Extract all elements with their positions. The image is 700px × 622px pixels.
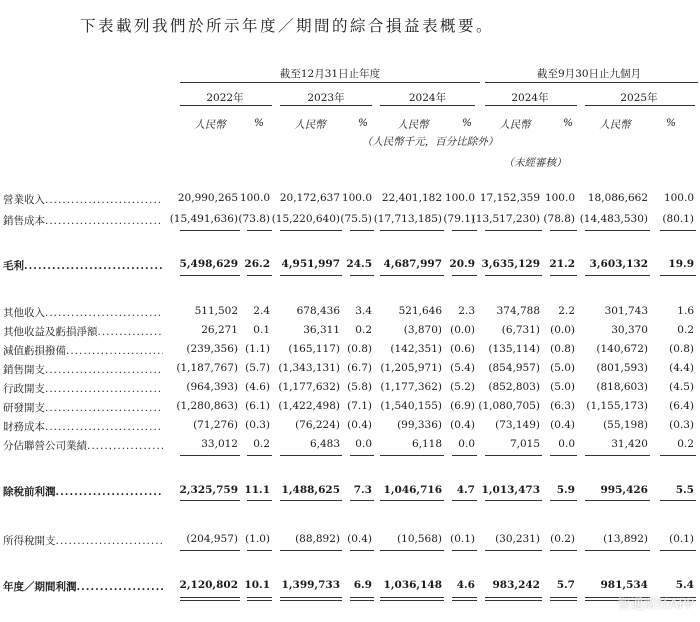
- percent-cell: 2.3: [458, 305, 475, 317]
- row-label: 銷售成本 .....: [3, 213, 163, 228]
- amount-cell: 20,172,637: [279, 192, 340, 204]
- percent-cell: 0.1: [253, 324, 270, 336]
- summation-rule: [585, 275, 650, 276]
- summation-rule: [280, 275, 342, 276]
- amount-cell: (15,220,640): [271, 213, 340, 225]
- summation-rule: [180, 600, 240, 601]
- percent-cell: 7.3: [353, 484, 372, 496]
- percent-cell: (0.3): [669, 419, 694, 431]
- percent-cell: (4.5): [669, 381, 694, 393]
- amount-cell: (15,491,636): [169, 213, 238, 225]
- amount-cell: (10,568): [397, 533, 442, 545]
- percent-cell: (0.0): [450, 324, 475, 336]
- percent-cell: 0.2: [355, 324, 372, 336]
- summation-rule: [485, 230, 542, 231]
- percent-cell: 0.0: [458, 438, 475, 450]
- percent-cell: (5.7): [245, 362, 270, 374]
- amount-cell: (13,517,230): [471, 213, 540, 225]
- percent-cell: 26.2: [244, 258, 270, 270]
- summation-rule: [585, 230, 650, 231]
- percent-label-2022: %: [254, 117, 264, 129]
- amount-cell: (1,422,498): [278, 400, 340, 412]
- summation-rule: [247, 600, 272, 601]
- table-row: [0, 438, 700, 454]
- summation-rule: [660, 550, 696, 551]
- row-label: 其他收入 .....: [3, 305, 163, 320]
- row-label: 除稅前利潤 .....: [3, 484, 163, 499]
- percent-cell: (0.4): [550, 419, 575, 431]
- summation-rule: [485, 455, 542, 456]
- percent-cell: (6.9): [450, 400, 475, 412]
- amount-cell: (88,892): [295, 533, 340, 545]
- amount-cell: 4,687,997: [383, 258, 442, 270]
- summation-rule: [380, 597, 444, 598]
- percent-cell: (0.8): [347, 343, 372, 355]
- amount-cell: (818,603): [596, 381, 648, 393]
- amount-cell: 521,646: [398, 305, 442, 317]
- percent-cell: 1.6: [677, 305, 694, 317]
- amount-cell: 4,951,997: [281, 258, 340, 270]
- percent-cell: 0.0: [558, 438, 575, 450]
- amount-cell: (13,892): [603, 533, 648, 545]
- summation-rule: [247, 550, 272, 551]
- amount-cell: (1,280,863): [176, 400, 238, 412]
- summation-rule: [247, 275, 272, 276]
- amount-cell: (1,187,767): [176, 362, 238, 374]
- summation-rule: [350, 275, 374, 276]
- summation-rule: [380, 500, 444, 501]
- currency-label-2024-interim: 人民幣: [499, 119, 531, 131]
- percent-cell: (4.6): [245, 381, 270, 393]
- table-row: [0, 381, 700, 397]
- amount-cell: 33,012: [201, 438, 238, 450]
- year-rule-2022: [180, 105, 272, 106]
- row-label: 分佔聯營公司業績 .....: [3, 438, 163, 453]
- table-row: [0, 579, 700, 595]
- amount-cell: (30,231): [495, 533, 540, 545]
- amount-cell: (1,205,971): [380, 362, 442, 374]
- summation-rule: [180, 597, 240, 598]
- amount-cell: 31,420: [611, 438, 648, 450]
- summation-rule: [280, 500, 342, 501]
- amount-cell: (76,224): [295, 419, 340, 431]
- amount-cell: (99,336): [397, 419, 442, 431]
- percent-cell: 0.2: [253, 438, 270, 450]
- amount-cell: 3,603,132: [589, 258, 648, 270]
- table-row: [0, 419, 700, 435]
- percent-cell: 19.9: [668, 258, 694, 270]
- percent-cell: (6.7): [347, 362, 372, 374]
- year-rule-2025-interim: [585, 105, 695, 106]
- amount-cell: 5,498,629: [179, 258, 238, 270]
- percent-cell: 5.9: [556, 484, 575, 496]
- percent-cell: (5.4): [450, 362, 475, 374]
- year-header-2024-interim: 2024年: [511, 92, 549, 104]
- table-row: [0, 533, 700, 549]
- summation-rule: [660, 230, 696, 231]
- summation-rule: [280, 455, 342, 456]
- currency-label-2025-interim: 人民幣: [599, 119, 631, 131]
- amount-cell: (1,343,131): [278, 362, 340, 374]
- summation-rule: [350, 500, 374, 501]
- amount-cell: 981,534: [600, 579, 648, 591]
- currency-label-2022: 人民幣: [194, 119, 226, 131]
- percent-cell: (0.4): [347, 533, 372, 545]
- summation-rule: [660, 500, 696, 501]
- percent-cell: (5.8): [347, 381, 372, 393]
- year-rule-2024-interim: [485, 105, 577, 106]
- summation-rule: [280, 597, 342, 598]
- year-header-2022: 2022年: [206, 92, 244, 104]
- amount-cell: 995,426: [600, 484, 648, 496]
- summation-rule: [280, 230, 342, 231]
- amount-cell: (204,957): [186, 533, 238, 545]
- amount-cell: (140,672): [596, 343, 648, 355]
- table-row: [0, 213, 700, 229]
- percent-cell: (0.1): [450, 533, 475, 545]
- percent-cell: (0.1): [669, 533, 694, 545]
- currency-label-2023: 人民幣: [294, 119, 326, 131]
- percent-cell: (73.8): [238, 213, 270, 225]
- percent-cell: (6.1): [245, 400, 270, 412]
- percent-cell: 4.6: [456, 579, 475, 591]
- percent-cell: (78.8): [543, 213, 575, 225]
- table-row: [0, 362, 700, 378]
- summation-rule: [485, 550, 542, 551]
- summation-rule: [550, 275, 577, 276]
- summation-rule: [350, 600, 374, 601]
- amount-cell: (239,356): [186, 343, 238, 355]
- percent-cell: 100.0: [341, 192, 372, 204]
- amount-cell: (14,483,530): [579, 213, 648, 225]
- amount-cell: (1,080,705): [478, 400, 540, 412]
- percent-cell: (5.2): [450, 381, 475, 393]
- summation-rule: [452, 600, 477, 601]
- summation-rule: [485, 275, 542, 276]
- summation-rule: [452, 500, 477, 501]
- row-label: 研發開支 .....: [3, 400, 163, 415]
- summation-rule: [247, 597, 272, 598]
- amount-cell: (1,155,173): [586, 400, 648, 412]
- row-label: 行政開支 .....: [3, 381, 163, 396]
- summation-rule: [180, 455, 240, 456]
- amount-cell: (17,713,185): [373, 213, 442, 225]
- summation-rule: [380, 600, 444, 601]
- summation-rule: [550, 550, 577, 551]
- summation-rule: [380, 550, 444, 551]
- interim-header-rule: [485, 82, 698, 83]
- unit-note: （人民幣千元，百分比除外）: [361, 136, 499, 148]
- percent-cell: 10.1: [244, 579, 270, 591]
- summation-rule: [380, 455, 444, 456]
- percent-cell: (0.8): [669, 343, 694, 355]
- summation-rule: [350, 455, 374, 456]
- amount-cell: 1,036,148: [383, 579, 442, 591]
- percent-cell: (0.4): [347, 419, 372, 431]
- watermark-logo: 智通财经APP: [617, 597, 694, 612]
- summation-rule: [452, 230, 477, 231]
- amount-cell: 374,788: [496, 305, 540, 317]
- amount-cell: 6,483: [309, 438, 340, 450]
- percent-cell: 0.2: [677, 324, 694, 336]
- summation-rule: [380, 275, 444, 276]
- percent-cell: (1.0): [245, 533, 270, 545]
- percent-cell: 100.0: [444, 192, 475, 204]
- summation-rule: [280, 600, 342, 601]
- summation-rule: [485, 600, 542, 601]
- year-header-2023: 2023年: [307, 92, 345, 104]
- amount-cell: (165,117): [288, 343, 340, 355]
- amount-cell: (1,177,632): [278, 381, 340, 393]
- summation-rule: [550, 500, 577, 501]
- summation-rule: [380, 230, 444, 231]
- summation-rule: [660, 455, 696, 456]
- summation-rule: [585, 455, 650, 456]
- summation-rule: [452, 597, 477, 598]
- summation-rule: [247, 455, 272, 456]
- percent-cell: (5.0): [550, 362, 575, 374]
- amount-cell: (854,957): [488, 362, 540, 374]
- year-header-2025-interim: 2025年: [620, 92, 658, 104]
- row-label: 年度／期間利潤 .....: [3, 579, 163, 594]
- summation-rule: [180, 550, 240, 551]
- percent-cell: (0.8): [550, 343, 575, 355]
- summation-rule: [350, 230, 374, 231]
- summation-rule: [247, 230, 272, 231]
- table-row: [0, 484, 700, 500]
- amount-cell: (801,593): [596, 362, 648, 374]
- percent-cell: 4.7: [456, 484, 475, 496]
- summation-rule: [585, 550, 650, 551]
- summation-rule: [350, 597, 374, 598]
- percent-label-2024: %: [462, 117, 472, 129]
- percent-cell: (5.0): [550, 381, 575, 393]
- summation-rule: [485, 597, 542, 598]
- percent-cell: (80.1): [662, 213, 694, 225]
- interim-period-header: 截至9月30日止九個月: [536, 68, 642, 80]
- currency-label-2024: 人民幣: [397, 119, 429, 131]
- percent-cell: 11.1: [244, 484, 270, 496]
- row-label: 財務成本 .....: [3, 419, 163, 434]
- percent-cell: 21.2: [549, 258, 575, 270]
- percent-cell: (6.4): [669, 400, 694, 412]
- year-rule-2024: [380, 105, 475, 106]
- amount-cell: 18,086,662: [587, 192, 648, 204]
- percent-cell: (75.5): [340, 213, 372, 225]
- percent-cell: 5.4: [675, 579, 694, 591]
- amount-cell: 6,118: [411, 438, 442, 450]
- row-label: 減值虧損撥備 .....: [3, 343, 163, 358]
- amount-cell: (55,198): [603, 419, 648, 431]
- year-rule-2023: [280, 105, 372, 106]
- amount-cell: 7,015: [509, 438, 540, 450]
- percent-label-2025-interim: %: [666, 117, 676, 129]
- amount-cell: 3,635,129: [481, 258, 540, 270]
- summation-rule: [350, 550, 374, 551]
- summation-rule: [550, 455, 577, 456]
- percent-cell: (6.3): [550, 400, 575, 412]
- summation-rule: [452, 550, 477, 551]
- percent-cell: (4.4): [669, 362, 694, 374]
- amount-cell: (3,870): [403, 324, 442, 336]
- percent-cell: 5.5: [675, 484, 694, 496]
- percent-cell: (0.2): [550, 533, 575, 545]
- percent-cell: 0.0: [355, 438, 372, 450]
- percent-cell: 2.4: [253, 305, 270, 317]
- table-row: [0, 305, 700, 321]
- table-row: [0, 258, 700, 274]
- summation-rule: [550, 597, 577, 598]
- percent-cell: 2.2: [558, 305, 575, 317]
- amount-cell: (6,731): [501, 324, 540, 336]
- amount-cell: 1,488,625: [281, 484, 340, 496]
- amount-cell: 983,242: [492, 579, 540, 591]
- amount-cell: 1,399,733: [281, 579, 340, 591]
- table-row: [0, 400, 700, 416]
- percent-cell: (79.1): [443, 213, 475, 225]
- amount-cell: (964,393): [186, 381, 238, 393]
- percent-cell: 20.9: [449, 258, 475, 270]
- amount-cell: (71,276): [193, 419, 238, 431]
- amount-cell: 678,436: [296, 305, 340, 317]
- percent-cell: (0.3): [245, 419, 270, 431]
- annual-period-header: 截至12月31日止年度: [279, 68, 381, 80]
- amount-cell: 301,743: [604, 305, 648, 317]
- amount-cell: (1,177,362): [380, 381, 442, 393]
- row-label: 銷售開支 .....: [3, 362, 163, 377]
- summation-rule: [247, 500, 272, 501]
- summation-rule: [550, 600, 577, 601]
- percent-cell: (0.6): [450, 343, 475, 355]
- percent-cell: (7.1): [347, 400, 372, 412]
- percent-cell: 6.9: [353, 579, 372, 591]
- amount-cell: (73,149): [495, 419, 540, 431]
- amount-cell: 30,370: [611, 324, 648, 336]
- row-label: 毛利 .....: [3, 258, 163, 273]
- amount-cell: 2,325,759: [179, 484, 238, 496]
- percent-label-2023: %: [358, 117, 368, 129]
- intro-text: 下表載列我們於所示年度／期間的綜合損益表概要。: [80, 17, 495, 35]
- percent-cell: 0.2: [677, 438, 694, 450]
- annual-header-rule: [180, 82, 480, 83]
- table-row: [0, 324, 700, 340]
- summation-rule: [452, 455, 477, 456]
- row-label: 所得稅開支 .....: [3, 533, 163, 548]
- percent-cell: 100.0: [663, 192, 694, 204]
- summation-rule: [585, 500, 650, 501]
- amount-cell: 2,120,802: [179, 579, 238, 591]
- amount-cell: 511,502: [194, 305, 238, 317]
- row-label: 營業收入 .....: [3, 192, 163, 207]
- amount-cell: 20,990,265: [177, 192, 238, 204]
- percent-cell: 100.0: [544, 192, 575, 204]
- summation-rule: [280, 550, 342, 551]
- summation-rule: [180, 500, 240, 501]
- percent-cell: (0.4): [450, 419, 475, 431]
- year-header-2024: 2024年: [408, 92, 447, 104]
- summation-rule: [452, 275, 477, 276]
- amount-cell: 22,401,182: [381, 192, 442, 204]
- amount-cell: 17,152,359: [479, 192, 540, 204]
- percent-cell: 5.7: [556, 579, 575, 591]
- amount-cell: (1,540,155): [380, 400, 442, 412]
- summation-rule: [550, 230, 577, 231]
- summation-rule: [180, 230, 240, 231]
- amount-cell: 1,013,473: [481, 484, 540, 496]
- summation-rule: [180, 275, 240, 276]
- percent-cell: 100.0: [239, 192, 270, 204]
- percent-label-2024-interim: %: [563, 117, 573, 129]
- unaudited-note: （未經審核）: [503, 157, 567, 169]
- percent-cell: 24.5: [346, 258, 372, 270]
- table-row: [0, 343, 700, 359]
- amount-cell: (142,351): [390, 343, 442, 355]
- percent-cell: (1.1): [245, 343, 270, 355]
- percent-cell: 3.4: [355, 305, 372, 317]
- table-row: [0, 192, 700, 208]
- amount-cell: 26,271: [201, 324, 238, 336]
- summation-rule: [660, 275, 696, 276]
- amount-cell: (852,803): [488, 381, 540, 393]
- amount-cell: (135,114): [488, 343, 540, 355]
- summation-rule: [485, 500, 542, 501]
- row-label: 其他收益及虧損淨額 .....: [3, 324, 163, 339]
- percent-cell: (0.0): [550, 324, 575, 336]
- amount-cell: 36,311: [303, 324, 340, 336]
- amount-cell: 1,046,716: [383, 484, 442, 496]
